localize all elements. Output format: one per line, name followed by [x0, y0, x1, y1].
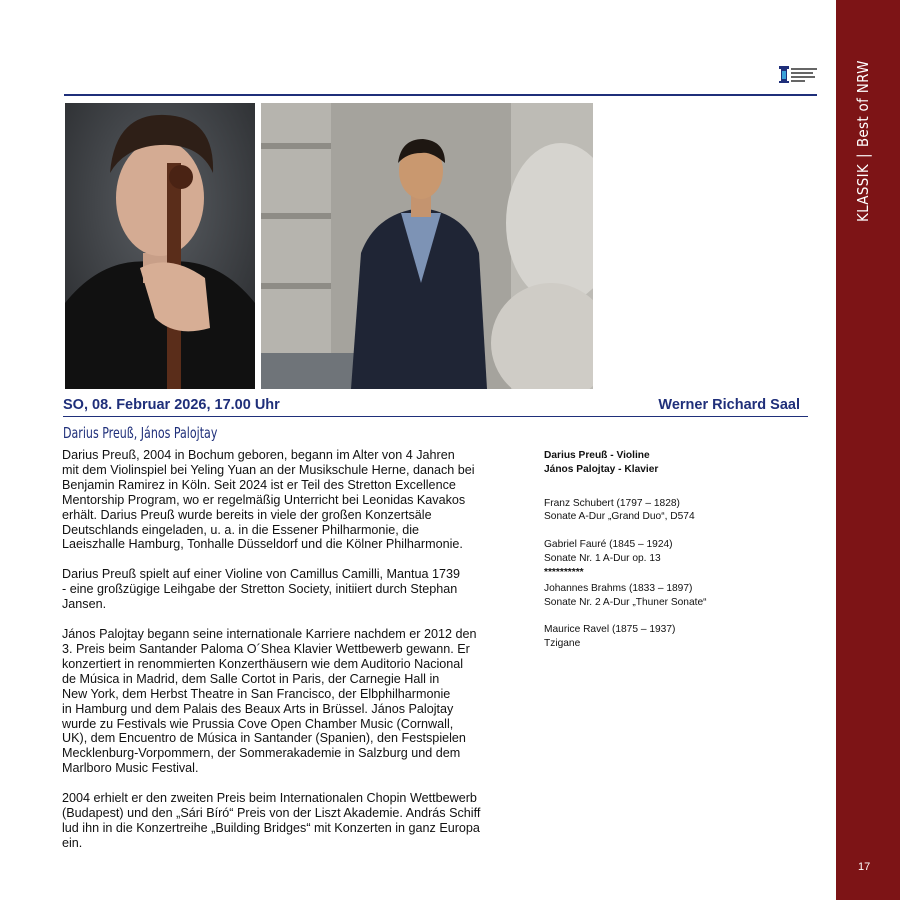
pianist-portrait: [261, 103, 593, 389]
event-venue: Werner Richard Saal: [658, 397, 800, 413]
bio-paragraph: Darius Preuß, 2004 in Bochum geboren, begann im Alter von 4 Jahren mit dem Violinspiel bei Yeling Yuan an der Musikschule Herne, danach bei Benjamin Ramirez in Köln. Seit 2024 ist er Teil des Stretton Excellence Mentorship Program, wo er regelmäßig Unterricht bei Leonidas Kavakos erhält. Darius Preuß wurde bereits in viele der großen Konzertsäle Deutschlands eingeladen, u. a. in die Essener Philharmonie, die Laeiszhalle Hamburg, Tonhalle Düsseldorf und die Kölner Philharmonie.: [62, 448, 475, 552]
top-divider: [64, 94, 817, 96]
work-composer: Maurice Ravel (1875 – 1937): [544, 624, 676, 636]
foundation-logo-icon: [779, 64, 819, 84]
interval-marker: **********: [544, 566, 584, 578]
work-piece: Sonate A-Dur „Grand Duo“, D574: [544, 511, 695, 523]
bio-paragraph: Darius Preuß spielt auf einer Violine von Camillus Camilli, Mantua 1739 - eine großzügige Leihgabe der Stretton Society, initiiert durch Stephan Jansen.: [62, 567, 461, 612]
performer-line: Darius Preuß - Violine: [544, 450, 650, 461]
concert-program: [544, 449, 794, 651]
work-composer: Gabriel Fauré (1845 – 1924): [544, 539, 673, 551]
bio-paragraph: 2004 erhielt er den zweiten Preis beim Internationalen Chopin Wettbewerb (Budapest) und den „Sári Bíró“ Preis von der Liszt Akademie. András Schiff lud ihn in die Konzertreihe „Building Bridges“ mit Konzerten in ganz Europa ein.: [62, 791, 481, 850]
work-composer: Franz Schubert (1797 – 1828): [544, 497, 680, 509]
page-number: 17: [858, 861, 871, 873]
work-piece: Sonate Nr. 1 A-Dur op. 13: [544, 552, 661, 564]
sidebar-series: Best of NRW: [854, 60, 872, 148]
violinist-portrait: [65, 103, 255, 389]
work-composer: Johannes Brahms (1833 – 1897): [544, 582, 693, 594]
program-work: [544, 582, 794, 610]
sidebar-title: [854, 22, 872, 222]
sidebar-separator: |: [854, 153, 872, 158]
header-divider: [63, 416, 808, 417]
program-work: [544, 497, 794, 525]
performer-line: János Palojtay - Klavier: [544, 463, 659, 475]
event-date-time: SO, 08. Februar 2026, 17.00 Uhr: [63, 397, 280, 413]
biography: [62, 448, 522, 866]
bio-paragraph: János Palojtay begann seine internationale Karriere nachdem er 2012 den 3. Preis beim Santander Paloma O´Shea Klavier Wettbewerb gewann. Er konzertiert in renommierten Konzerthäusern wie dem Auditorio Nacional de Música in Madrid, dem Salle Cortot in Paris, der Carnegie Hall in New York, dem Herbst Theatre in San Francisco, der Elbphilharmonie in Hamburg und dem Palais des Beaux Arts in Brüssel. János Palojtay wurde zu Festivals wie Prussia Cove Open Chamber Music (Cornwall, UK), dem Encuentro de Música in Santander (Spanien), den Festspielen Mecklenburg-Vorpommern, der Sommerakademie in Salzburg und dem Marlboro Music Festival.: [62, 627, 477, 776]
work-piece: Tzigane: [544, 638, 581, 650]
work-piece: Sonate Nr. 2 A-Dur „Thuner Sonate“: [544, 596, 707, 608]
performers-heading: Darius Preuß, János Palojtay: [63, 424, 218, 442]
program-work: [544, 538, 794, 566]
program-work: [544, 623, 794, 651]
sidebar-category: KLASSIK: [854, 164, 872, 222]
